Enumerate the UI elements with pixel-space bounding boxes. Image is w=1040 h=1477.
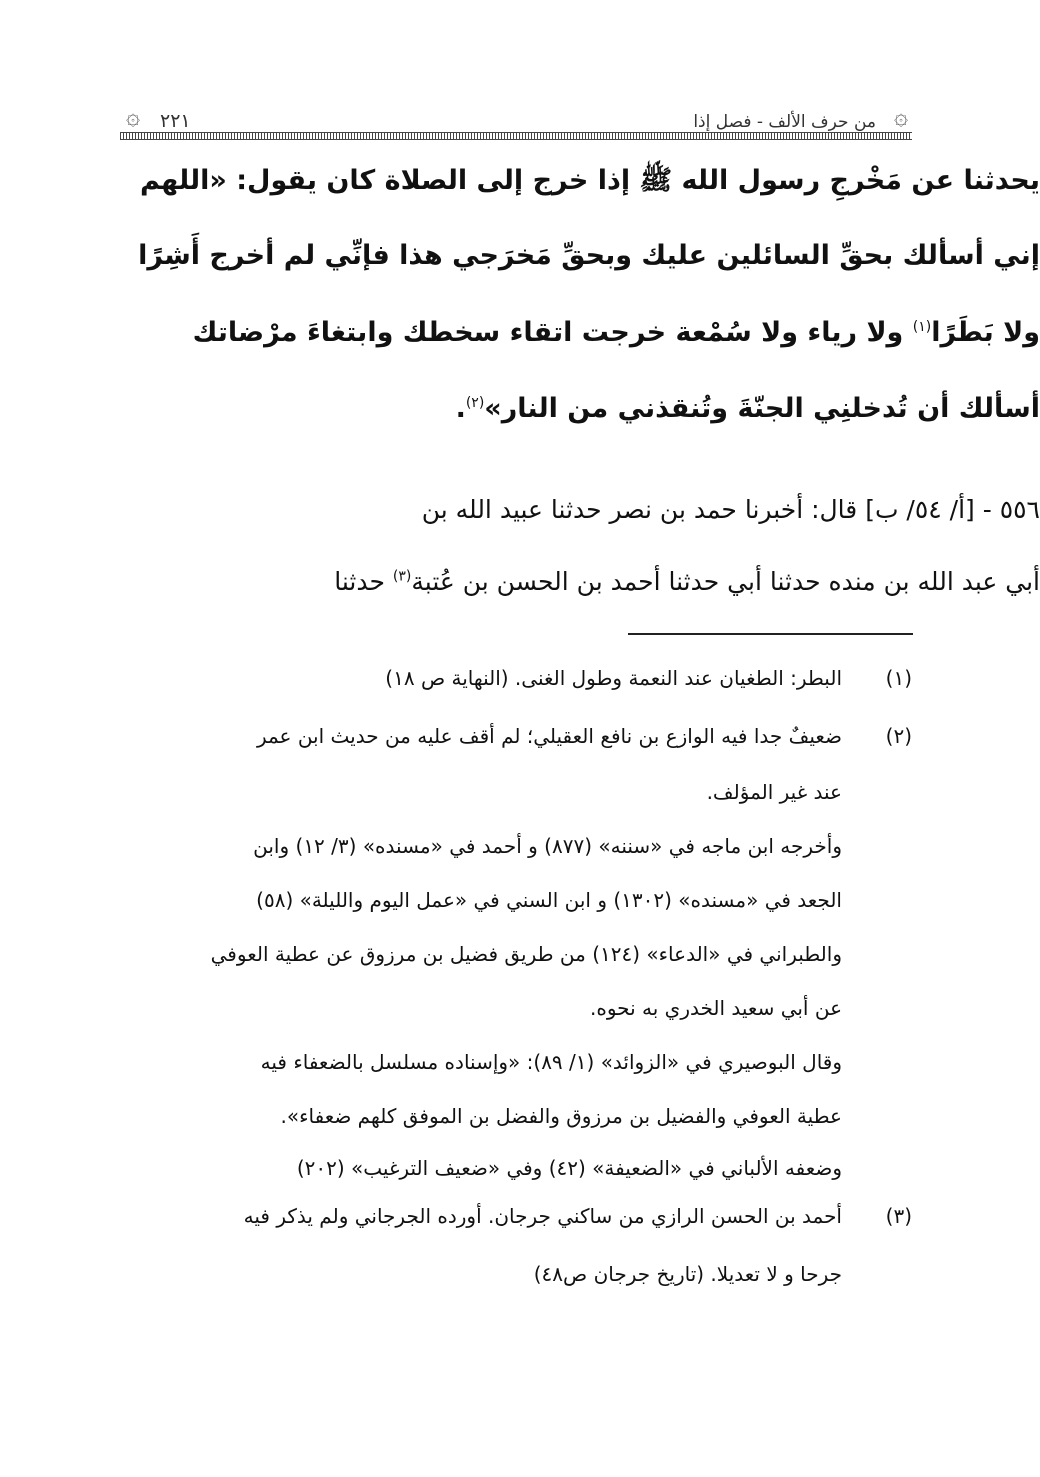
running-title: من حرف الألف - فصل إذا xyxy=(693,112,876,132)
footnote-3-line-2: جرحا و لا تعديلا. (تاريخ جرجان ص٤٨) xyxy=(533,1262,842,1286)
footnote-number-2: (٢) xyxy=(885,724,912,748)
ornament-right-icon: ۞ xyxy=(893,102,908,130)
main-line-4b: . xyxy=(455,393,466,424)
ornament-left-icon: ۞ xyxy=(126,102,141,130)
footnote-2-line-2: عند غير المؤلف. xyxy=(706,780,842,804)
footnote-3-line-1: أحمد بن الحسن الرازي من ساكني جرجان. أورده الجرجاني ولم يذكر فيه xyxy=(243,1204,842,1228)
footnote-divider xyxy=(628,633,913,635)
footnote-2-line-7: وقال البوصيري في «الزوائد» (١/ ٨٩): «وإسناده مسلسل بالضعفاء فيه xyxy=(260,1050,842,1074)
footnote-1-line-1: البطر: الطغيان عند النعمة وطول الغنى. (النهاية ص ١٨) xyxy=(385,666,842,690)
paragraph-line-2b: حدثنا xyxy=(334,567,385,596)
footnote-2-line-5: والطبراني في «الدعاء» (١٢٤) من طريق فضيل بن مرزوق عن عطية العوفي xyxy=(210,942,842,966)
main-line-3b: ولا رياء ولا سُمْعة خرجت اتقاء سخطك وابتغاءَ مرْضاتك xyxy=(192,317,904,348)
paragraph-line-1: ٥٥٦ - [أ/ ٥٤/ ب] قال: أخبرنا حمد بن نصر حدثنا عبيد الله بن xyxy=(421,495,1040,524)
paragraph-line-2a: أبي عبد الله بن منده حدثنا أبي حدثنا أحمد بن الحسن بن عُتبة xyxy=(411,567,1040,596)
header-divider xyxy=(120,132,912,140)
main-line-4 xyxy=(255,393,1040,424)
main-line-4a: أسألك أن تُدخلنِي الجنّةَ وتُنقذني من النار» xyxy=(484,393,1040,424)
paragraph-line-2 xyxy=(255,567,1040,596)
footnote-number-3: (٣) xyxy=(885,1204,912,1228)
main-line-2: إني أسألك بحقِّ السائلين عليك وبحقِّ مَخرَجي هذا فإنِّي لم أخرج أَشِرًا xyxy=(138,240,1040,271)
page-number: ٢٢١ xyxy=(160,110,191,132)
footnote-2-line-8: عطية العوفي والفضيل بن مرزوق والفضل بن الموفق كلهم ضعفاء». xyxy=(280,1104,842,1128)
main-line-3 xyxy=(192,317,1040,348)
main-line-1: يحدثنا عن مَخْرجِ رسول الله ﷺ إذا خرج إلى الصلاة كان يقول: «اللهم xyxy=(139,165,1040,196)
main-line-3a: ولا بَطَرًا xyxy=(931,317,1040,348)
footnote-number-1: (١) xyxy=(885,666,912,690)
footnote-2-line-3: وأخرجه ابن ماجه في «سننه» (٨٧٧) و أحمد في «مسنده» (٣/ ١٢) وابن xyxy=(253,834,842,858)
footnote-2-line-4: الجعد في «مسنده» (١٣٠٢) و ابن السني في «عمل اليوم والليلة» (٥٨) xyxy=(256,888,842,912)
footnote-2-line-6: عن أبي سعيد الخدري به نحوه. xyxy=(590,996,842,1020)
footnote-ref-2: (٢) xyxy=(465,395,485,411)
footnote-ref-3: (٣) xyxy=(392,568,412,585)
footnote-ref-1: (١) xyxy=(912,319,932,335)
footnote-2-line-1: ضعيفٌ جدا فيه الوازع بن نافع العقيلي؛ لم أقف عليه من حديث ابن عمر xyxy=(256,724,842,748)
page-header xyxy=(120,96,912,144)
footnote-2-line-9: وضعفه الألباني في «الضعيفة» (٤٢) وفي «ضعيف الترغيب» (٢٠٢) xyxy=(296,1156,842,1180)
